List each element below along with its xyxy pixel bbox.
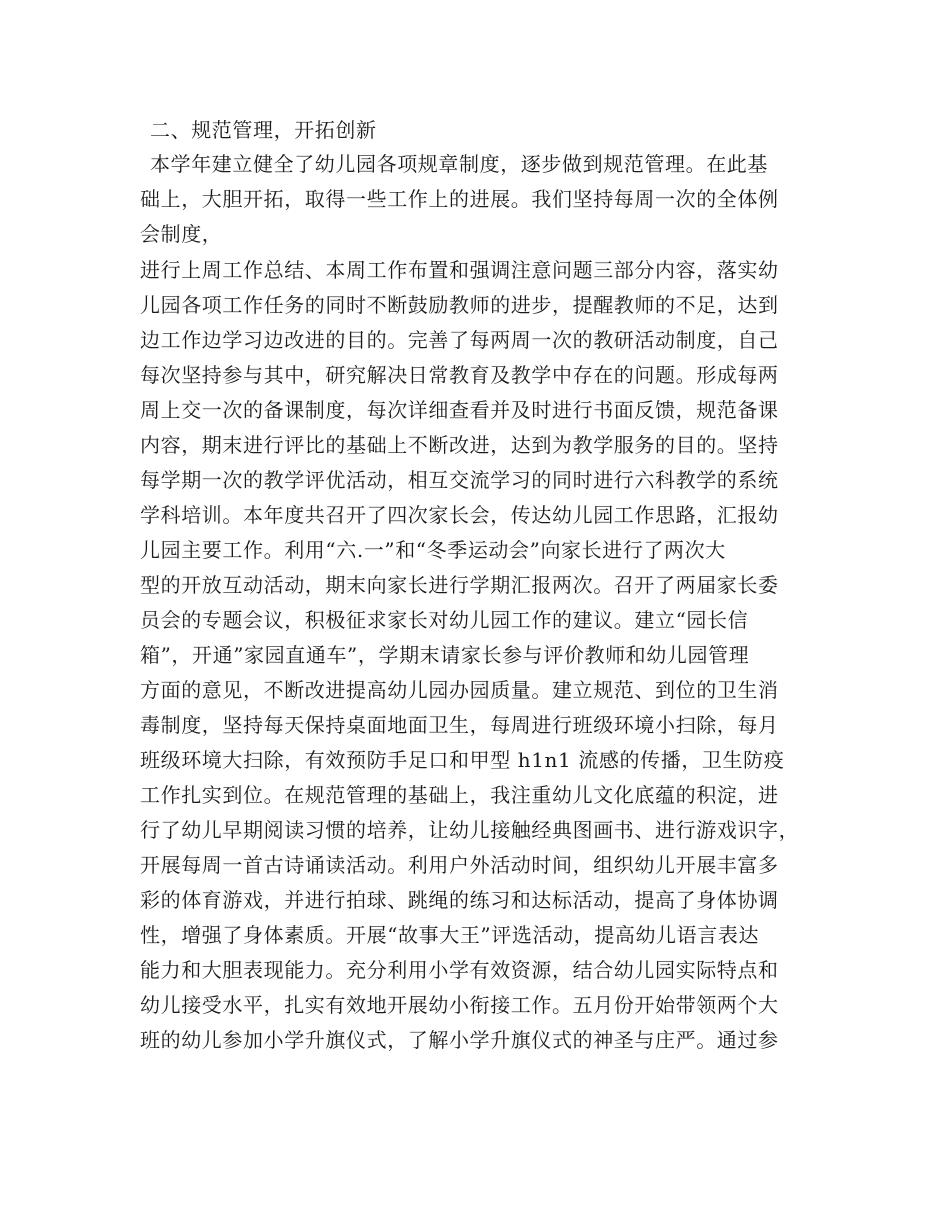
body-line: 内容，期末进行评比的基础上不断改进，达到为教学服务的目的。坚持 [140, 433, 779, 457]
body-line: 周上交一次的备课制度，每次详细查看并及时进行书面反馈，规范备课 [140, 398, 779, 422]
body-line: 础上，大胆开拓，取得一些工作上的进展。我们坚持每周一次的全体例 [140, 187, 779, 211]
body-line: 班级环境大扫除，有效预防手足口和甲型 h1n1 流感的传播，卫生防疫 [140, 748, 785, 772]
body-line: 学科培训。本年度共召开了四次家长会，传达幼儿园工作思路，汇报幼 [140, 503, 779, 527]
body-line: 本学年建立健全了幼儿园各项规章制度，逐步做到规范管理。在此基 [150, 152, 768, 176]
section-heading: 二、规范管理，开拓创新 [150, 118, 377, 142]
body-line: 进行上周工作总结、本周工作布置和强调注意问题三部分内容，落实幼 [140, 258, 779, 282]
body-line: 幼儿接受水平，扎实有效地开展幼小衔接工作。五月份开始带领两个大 [140, 993, 779, 1017]
body-line: 每学期一次的教学评优活动，相互交流学习的同时进行六科教学的系统 [140, 468, 779, 492]
body-line: 开展每周一首古诗诵读活动。利用户外活动时间，组织幼儿开展丰富多 [140, 853, 779, 877]
body-line: 儿园各项工作任务的同时不断鼓励教师的进步，提醒教师的不足，达到 [140, 293, 779, 317]
body-line: 彩的体育游戏，并进行拍球、跳绳的练习和达标活动，提高了身体协调 [140, 888, 779, 912]
body-line: 性，增强了身体素质。开展“故事大王”评选活动，提高幼儿语言表达 [140, 923, 760, 947]
body-line: 员会的专题会议，积极征求家长对幼儿园工作的建议。建立“园长信 [140, 608, 749, 632]
body-line: 型的开放互动活动，期末向家长进行学期汇报两次。召开了两届家长委 [140, 573, 779, 597]
body-line: 会制度， [140, 222, 223, 246]
body-line: 工作扎实到位。在规范管理的基础上，我注重幼儿文化底蕴的积淀，进 [140, 783, 779, 807]
body-line: 箱”，开通”家园直通车”，学期末请家长参与评价教师和幼儿园管理 [140, 643, 750, 667]
body-line: 班的幼儿参加小学升旗仪式，了解小学升旗仪式的神圣与庄严。通过参 [140, 1028, 779, 1052]
body-line: 方面的意见，不断改进提高幼儿园办园质量。建立规范、到位的卫生消 [140, 678, 779, 702]
body-line: 边工作边学习边改进的目的。完善了每两周一次的教研活动制度，自己 [140, 328, 779, 352]
body-line: 行了幼儿早期阅读习惯的培养，让幼儿接触经典图画书、进行游戏识字， [140, 818, 800, 842]
body-line: 毒制度，坚持每天保持桌面地面卫生，每周进行班级环境小扫除，每月 [140, 713, 779, 737]
body-line: 能力和大胆表现能力。充分利用小学有效资源，结合幼儿园实际特点和 [140, 958, 779, 982]
body-line: 儿园主要工作。利用“六.一”和“冬季运动会”向家长进行了两次大 [140, 538, 726, 562]
body-line: 每次坚持参与其中，研究解决日常教育及教学中存在的问题。形成每两 [140, 363, 779, 387]
